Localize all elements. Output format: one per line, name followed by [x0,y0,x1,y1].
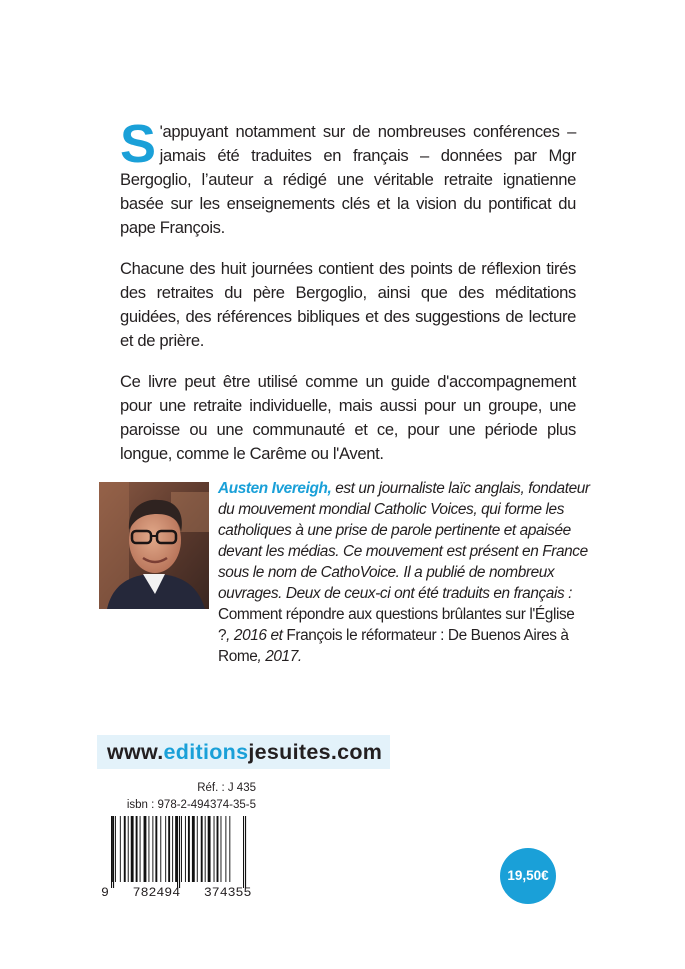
barcode-bar [217,816,219,882]
bio-text-3: , 2017. [257,648,302,665]
barcode-bar [225,816,226,882]
barcode-guard-bar [179,816,180,888]
reference-block [110,780,256,814]
intro-paragraph-1 [120,114,576,240]
barcode [99,816,256,898]
drop-cap: S [120,114,156,174]
barcode-bar [197,816,198,882]
barcode-bar [124,816,126,882]
barcode-bar [136,816,138,882]
barcode-bar [175,816,177,882]
barcode-bar [160,816,161,882]
author-name: Austen Ivereigh, [218,480,332,497]
barcode-bar [168,816,170,882]
author-bio-text [218,478,590,667]
barcode-image [99,816,256,898]
barcode-bar [140,816,141,882]
bio-text-1: est un journaliste laïc anglais, fondateur du mouvement mondial Catholic Voices, qui forme les catholiques à une prise de parole pertinente et apaisée devant les médias. Ce mouvement est présent en France sous le nom de CathoVoice. Il a publié de nombreux ouvrages. Deux de ceux-ci ont été traduits en français : [218,480,590,602]
barcode-bar [185,816,186,882]
barcode-bar [155,816,157,882]
author-portrait-image [99,482,209,609]
barcode-bar [172,816,173,882]
website-prefix: www. [107,740,164,764]
barcode-bar [165,816,166,882]
barcode-bar [131,816,134,882]
barcode-digits: 9 782494 374355 [101,885,252,898]
bio-text-2: , 2016 et [226,627,287,644]
website-editions: editions [163,740,249,764]
barcode-bar [148,816,149,882]
intro-paragraph-2: Chacune des huit journées contient des points de réflexion tirés des retraites du père Bergoglio, ainsi que des méditations guidées, des références bibliques et des suggestions de lecture et de prière. [120,259,576,350]
barcode-bar [208,816,211,882]
barcode-guard-bar [113,816,114,888]
barcode-bar [192,816,195,882]
intro-paragraph-1-text: 'appuyant notamment sur de nombreuses conférences – jamais été traduites en français – données par Mgr Bergoglio, l’auteur a rédigé une véritable retraite ignatienne basée sur les enseignements clés et la vision du pontificat du pape François. [120,122,576,237]
barcode-bar [229,816,230,882]
price-badge: 19,50€ [500,848,556,904]
barcode-bar [201,816,203,882]
barcode-bar [205,816,206,882]
reference-number: Réf. : J 435 [197,782,256,794]
barcode-guard-bar [177,816,178,888]
back-cover-description [120,114,576,483]
barcode-bar [144,816,147,882]
barcode-guard-bar [111,816,112,888]
author-photo [99,482,209,609]
isbn-number: isbn : 978-2-494374-35-5 [126,799,256,811]
author-bio [218,478,590,667]
intro-paragraph-3: Ce livre peut être utilisé comme un guide d'accompagnement pour une retraite individuelle, mais aussi pour un groupe, une paroisse ou une communauté et ce, pour une période plus longue, comme le Carême ou l'Avent. [120,372,576,463]
barcode-bar [115,816,116,882]
barcode-bar [188,816,190,882]
barcode-bar [128,816,129,882]
barcode-bar [214,816,215,882]
barcode-bar [152,816,153,882]
barcode-bar [120,816,121,882]
barcode-guard-bar [243,816,244,888]
website-suffix: jesuites.com [248,740,383,764]
book-title-1: Comment répondre aux questions brûlantes sur l'Église ? [218,606,575,644]
barcode-bar [181,816,182,882]
barcode-guard-bar [245,816,246,888]
publisher-website[interactable] [97,735,390,769]
barcode-bar [221,816,222,882]
book-title-2: François le réformateur : De Buenos Aires à Rome [218,627,569,665]
